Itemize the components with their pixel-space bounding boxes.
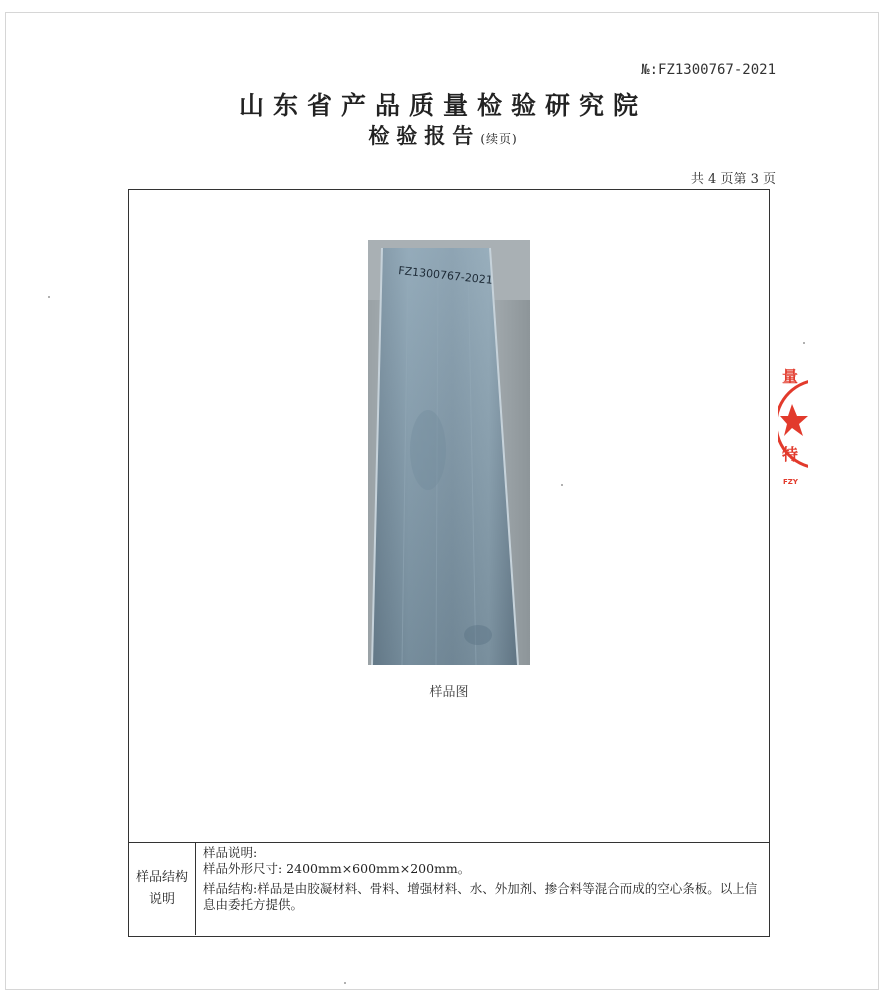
handwritten-label: FZ1300767-2021 — [397, 264, 494, 287]
description-heading: 样品说明: — [203, 845, 258, 860]
page-count: 共 4 页第 3 页 — [690, 172, 776, 187]
sample-description-body — [203, 845, 761, 913]
report-frame — [128, 189, 770, 937]
svg-text:特: 特 — [782, 445, 799, 464]
continuation-label: (续页) — [480, 132, 518, 146]
svg-text:量: 量 — [782, 367, 799, 386]
sample-description-label: 样品结构说明 — [129, 843, 196, 935]
official-stamp-fragment — [778, 354, 808, 494]
scan-speck — [344, 982, 346, 984]
scan-speck — [803, 342, 805, 344]
report-title-text: 检验报告 — [368, 123, 481, 148]
description-structure: 样品结构:样品是由胶凝材料、骨料、增强材料、水、外加剂、掺合料等混合而成的空心条板。以上信息由委托方提供。 — [203, 881, 758, 912]
scan-speck — [561, 484, 563, 486]
scan-speck — [48, 296, 50, 298]
sample-description — [129, 842, 769, 935]
institute-name: 山东省产品质量检验研究院 — [238, 91, 647, 120]
sample-photo — [368, 240, 530, 665]
photo-caption: 样品图 — [429, 685, 469, 700]
sample-photo-image — [368, 240, 530, 665]
report-title — [0, 120, 886, 150]
description-dimensions: 样品外形尺寸: 2400mm×600mm×200mm。 — [203, 861, 471, 876]
report-number: №:FZ1300767-2021 — [641, 62, 776, 78]
svg-text:FZY: FZY — [783, 478, 798, 486]
